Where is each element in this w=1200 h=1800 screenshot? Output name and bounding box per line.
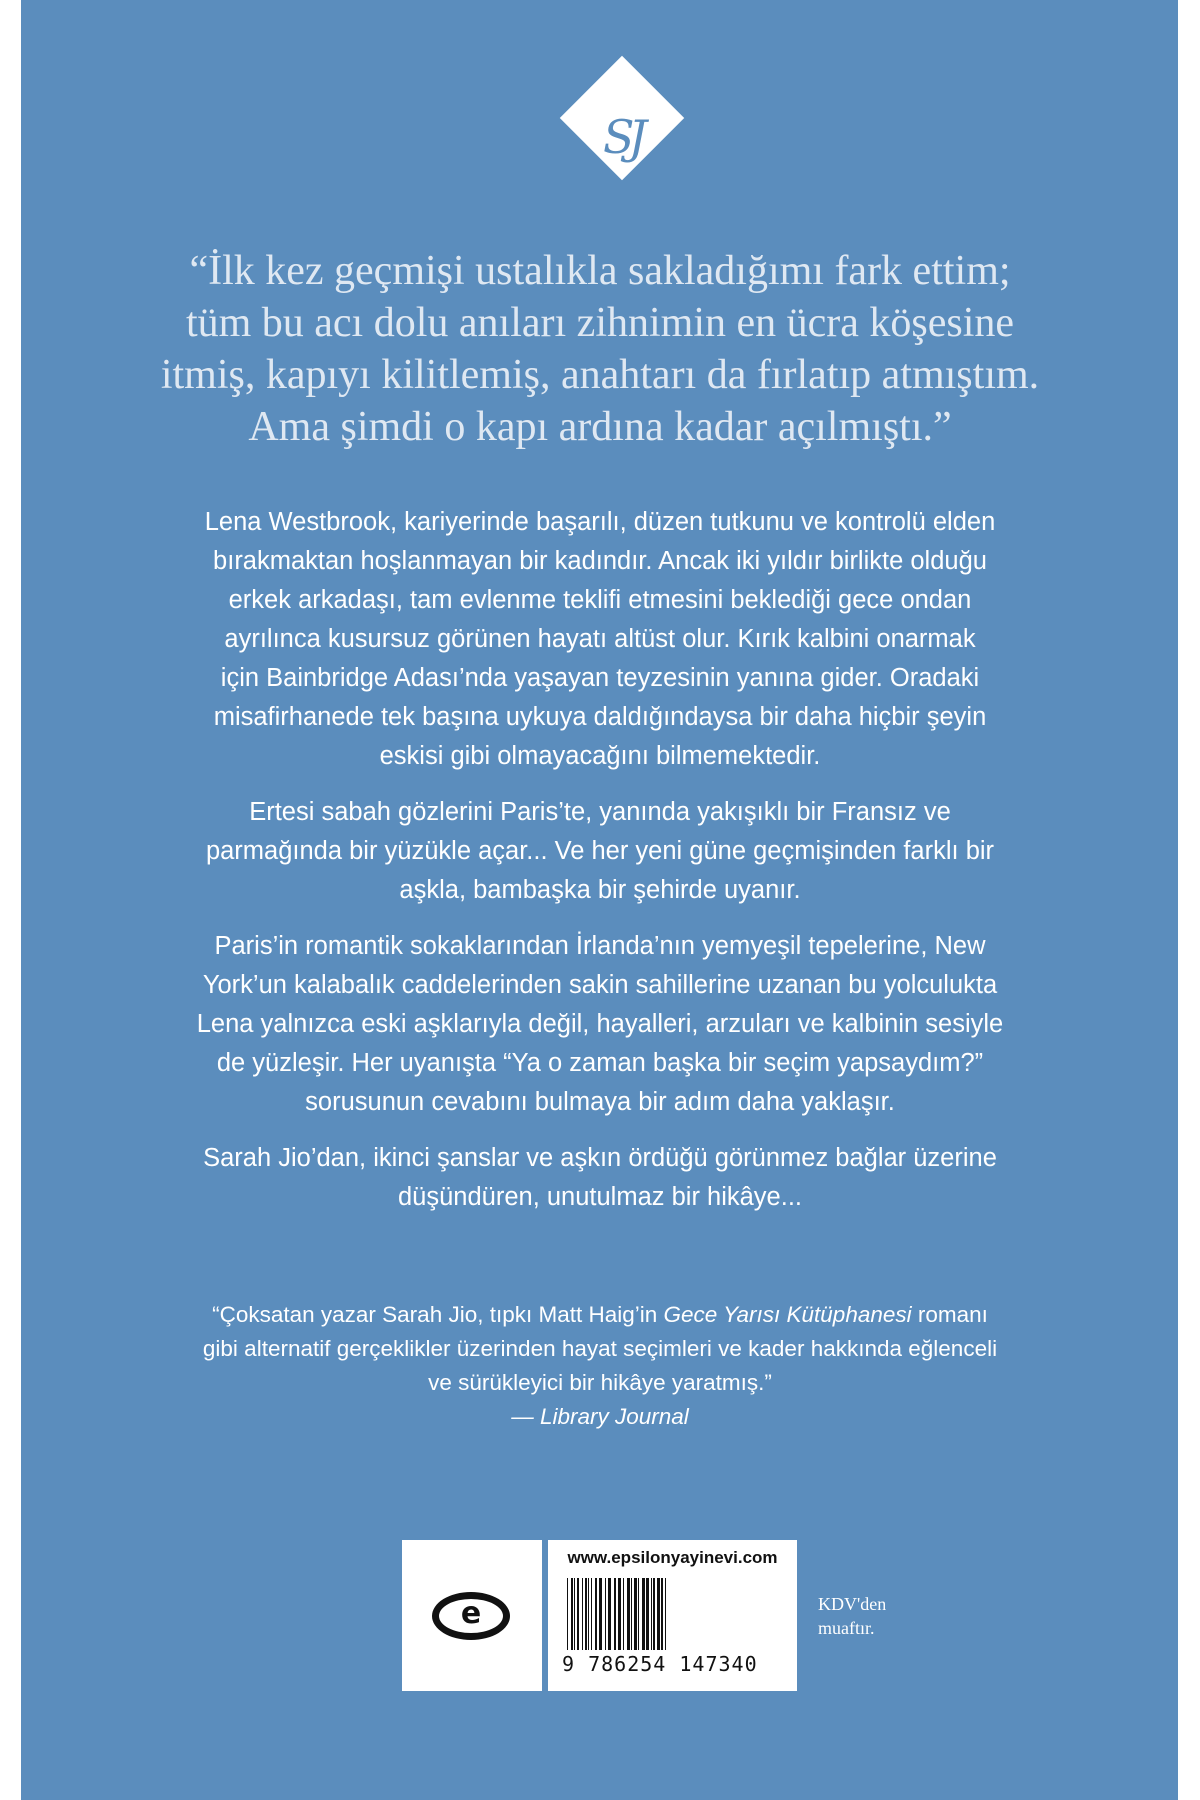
barcode-bar <box>634 1578 637 1650</box>
synopsis-paragraph-4 <box>110 1139 1090 1217</box>
tax-note <box>818 1592 938 1640</box>
barcode-box <box>548 1540 797 1691</box>
review-blurb <box>110 1298 1090 1434</box>
text-line: York’un kalabalık caddelerinden sakin sahillerine uzanan bu yolculukta <box>202 971 998 999</box>
text-line: de yüzleşir. Her uyanışta “Ya o zaman başka bir seçim yapsaydım?” <box>216 1049 984 1077</box>
review-line: gibi alternatif gerçeklikler üzerinden hayat seçimleri ve kader hakkında eğlenceli <box>202 1336 998 1361</box>
publisher-logo-box <box>402 1540 542 1691</box>
text-line: bırakmaktan hoşlanmayan bir kadındır. Ancak iki yıldır birlikte olduğu <box>213 547 987 575</box>
barcode-bar <box>627 1578 630 1650</box>
barcode-bar <box>623 1578 624 1650</box>
barcode-bar <box>665 1578 666 1650</box>
barcode-bar <box>608 1578 611 1650</box>
barcode-bar <box>574 1578 575 1650</box>
quote-line: Ama şimdi o kapı ardına kadar açılmıştı.” <box>248 404 952 450</box>
quote-line: “İlk kez geçmişi ustalıkla sakladığımı fark ettim; <box>189 248 1011 294</box>
barcode-bar <box>657 1578 660 1650</box>
synopsis-paragraph-1 <box>110 503 1090 776</box>
barcode-bar <box>605 1578 606 1650</box>
epsilon-logo-icon <box>432 1592 510 1640</box>
review-text: “Çoksatan yazar Sarah Jio, tıpkı Matt Haig’in <box>212 1302 664 1327</box>
logo-letter: e <box>460 1596 482 1631</box>
barcode-icon <box>563 1578 783 1654</box>
barcode-bar <box>646 1578 649 1650</box>
barcode-bar <box>661 1578 663 1650</box>
text-line: misafirhanede tek başına uykuya daldığındaysa bir daha hiçbir şeyin <box>213 703 987 731</box>
text-line: Paris’in romantik sokaklarından İrlanda’nın yemyeşil tepelerine, New <box>214 932 986 960</box>
barcode-bar <box>599 1578 602 1650</box>
text-line: aşkla, bambaşka bir şehirde uyanır. <box>399 876 801 904</box>
text-line: düşündüren, unutulmaz bir hikâye... <box>398 1183 802 1211</box>
quote-line: tüm bu acı dolu anıları zihnimin en ücra köşesine <box>185 300 1015 346</box>
barcode-bar <box>618 1578 621 1650</box>
barcode-bar <box>567 1578 568 1650</box>
text-line: Ertesi sabah gözlerini Paris’te, yanında yakışıklı bir Fransız ve <box>249 798 951 826</box>
monogram-logo: SJ <box>603 110 641 164</box>
barcode-bar <box>588 1578 589 1650</box>
isbn-digits: 9 786254 147340 <box>562 1652 758 1676</box>
text-line: Sarah Jio’dan, ikinci şanslar ve aşkın ördüğü görünmez bağlar üzerine <box>203 1144 997 1172</box>
quote-line: itmiş, kapıyı kilitlemiş, anahtarı da fırlatıp atmıştım. <box>160 352 1040 398</box>
text-line: parmağında bir yüzükle açar... Ve her yeni güne geçmişinden farklı bir <box>205 837 995 865</box>
publisher-url: www.epsilonyayinevi.com <box>567 1548 778 1567</box>
barcode-bar <box>614 1578 616 1650</box>
synopsis-paragraph-2 <box>110 793 1090 910</box>
synopsis <box>110 503 1090 1234</box>
text-line: Lena yalnızca eski aşklarıyla değil, hayalleri, arzuları ve kalbinin sesiyle <box>196 1010 1004 1038</box>
synopsis-paragraph-3 <box>110 927 1090 1122</box>
barcode-bar <box>585 1578 587 1650</box>
review-line: ve sürükleyici bir hikâye yaratmış.” <box>428 1370 772 1395</box>
text-line: ayrılınca kusursuz görünen hayatı altüst olur. Kırık kalbini onarmak <box>224 625 976 653</box>
barcode-bar <box>571 1578 573 1650</box>
book-title-reference: Gece Yarısı Kütüphanesi <box>663 1302 912 1327</box>
barcode-bar <box>642 1578 645 1650</box>
pull-quote <box>100 245 1100 453</box>
text-line: için Bainbridge Adası’nda yaşayan teyzesinin yanına gider. Oradaki <box>220 664 980 692</box>
barcode-bar <box>638 1578 639 1650</box>
text-line: eskisi gibi olmayacağını bilmemektedir. <box>379 742 821 770</box>
text-line: Lena Westbrook, kariyerinde başarılı, düzen tutkunu ve kontrolü elden <box>204 508 996 536</box>
barcode-bar <box>595 1578 597 1650</box>
tax-note-line: muaftır. <box>818 1618 875 1638</box>
review-attribution: — Library Journal <box>511 1404 689 1429</box>
text-line: sorusunun cevabını bulmaya bir adım daha yaklaşır. <box>305 1088 895 1116</box>
review-line <box>110 1298 1090 1332</box>
barcode-bar <box>653 1578 655 1650</box>
tax-note-line: KDV'den <box>818 1594 887 1614</box>
review-text: romanı <box>911 1302 988 1327</box>
text-line: erkek arkadaşı, tam evlenme teklifi etmesini beklediği gece ondan <box>228 586 972 614</box>
barcode-bar <box>577 1578 579 1650</box>
barcode-bar <box>631 1578 632 1650</box>
barcode-bar <box>591 1578 592 1650</box>
barcode-bar <box>582 1578 583 1650</box>
barcode-bar <box>651 1578 652 1650</box>
